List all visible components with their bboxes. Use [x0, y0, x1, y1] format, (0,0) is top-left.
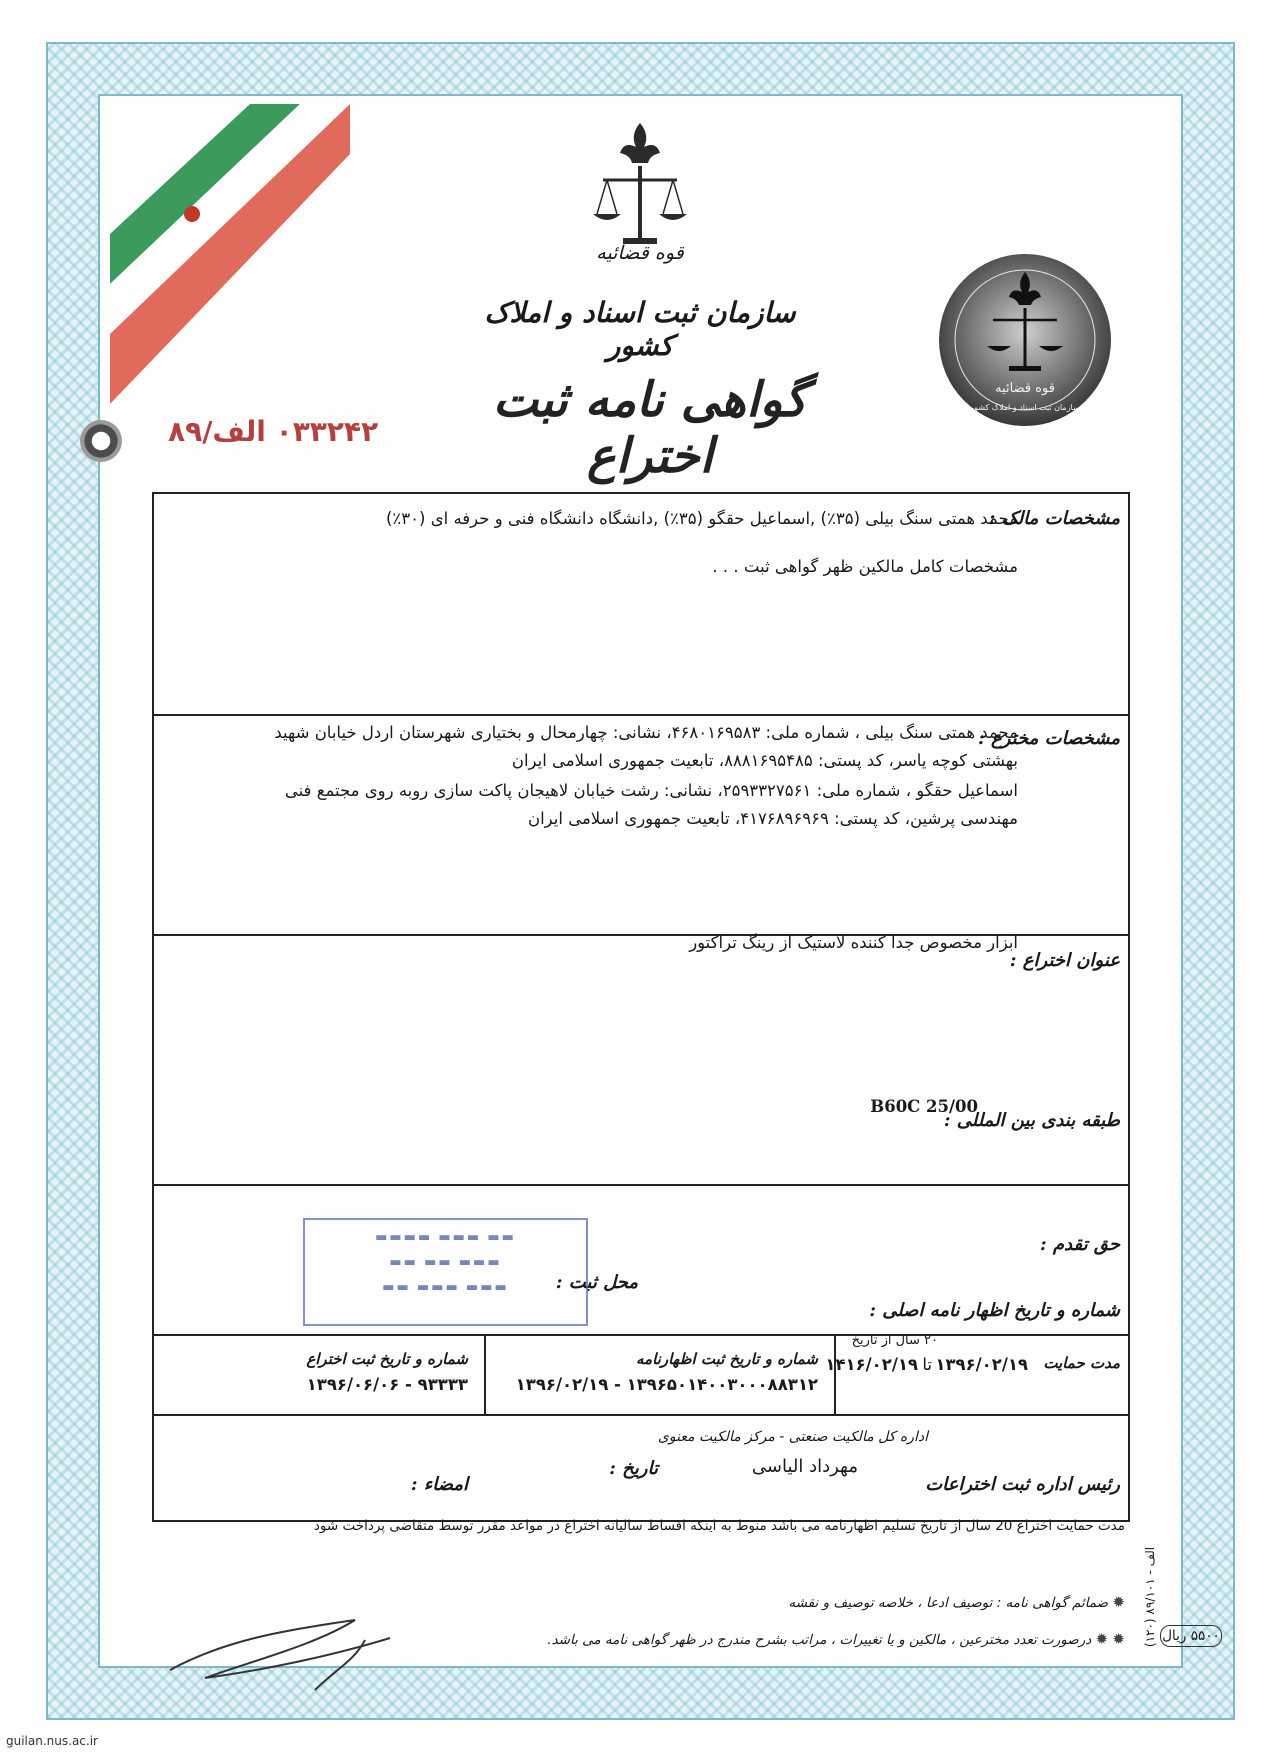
certificate-form — [152, 492, 1130, 1522]
inventor-line-4: مهندسی پرشین، کد پستی: ۴۱۷۶۸۹۶۹۶۹، تابعیت جمهوری اسلامی ایران — [527, 809, 1018, 828]
priority-label: حق تقدم : — [1039, 1234, 1120, 1255]
inventor-label: مشخصات مخترع : — [978, 728, 1120, 749]
cell-divider — [484, 1334, 486, 1414]
inventor-line-1: محمد همتی سنگ بیلی ، شماره ملی: ۴۶۸۰۱۶۹۵۸۳، نشانی: چهارمحال و بختیاری شهرستان اردل خیابان شهید — [274, 723, 1018, 742]
certificate-title: گواهی نامه ثبت اختراع — [492, 372, 808, 484]
stamp-text: ▬▬▬ ▬▬ ▬▬ — [389, 1255, 502, 1270]
judiciary-seal-icon — [935, 250, 1115, 430]
organization-title: سازمان ثبت اسناد و املاک کشور — [484, 296, 796, 362]
declaration-label: شماره و تاریخ اظهار نامه اصلی : — [869, 1300, 1120, 1321]
validity-to-label: تا — [922, 1355, 932, 1374]
inventors-note-row — [325, 1630, 1125, 1648]
star-bullet-icon: ✹ — [1112, 1630, 1125, 1648]
inventor-line-3: اسماعیل حقگو ، شماره ملی: ۲۵۹۳۳۲۷۵۶۱، نشانی: رشت خیابان لاهیجان پاکت سازی روبه روی مجتمع فنی — [284, 781, 1018, 800]
star-bullet-icon: ✹ — [1095, 1630, 1109, 1648]
invention-title-value: ابزار مخصوص جدا کننده لاستیک از رینگ تراکتور — [689, 933, 1018, 952]
site-watermark: guilan.nus.ac.ir — [0, 1728, 104, 1755]
inventors-note: درصورت تعدد مخترعین ، مالکین و یا تغییرات ، مراتب بشرح مندرج در ظهر گواهی نامه می باشد. — [547, 1632, 1092, 1648]
validity-caption: ۲۰ سال از تاریخ — [851, 1333, 938, 1348]
form-code: (۱۲۰) الف - ۸۹/۱۰۱ — [1143, 1546, 1158, 1648]
attachments-note-row — [325, 1593, 1125, 1611]
validity-to: ۱۴۱۶/۰۲/۱۹ — [825, 1355, 918, 1374]
stamp-text: ▬▬▬ ▬▬▬ ▬▬ — [382, 1280, 509, 1295]
price-badge: ۵۵۰۰ ریال — [1160, 1625, 1222, 1647]
office-name: اداره کل مالکیت صنعتی - مرکز مالکیت معنوی — [657, 1429, 928, 1445]
validity-label: مدت حمایت — [1043, 1354, 1120, 1372]
protection-note: مدت حمایت اختراع 20 سال از تاریخ تسلیم اظهارنامه می باشد منوط به اینکه اقساط سالیانه اختراع در مواعد مقرر توسط متقاضی پرداخت شود — [313, 1518, 1125, 1534]
classification-value: B60C 25/00 — [870, 1097, 978, 1116]
declaration-registration-label: شماره و تاریخ ثبت اظهارنامه — [636, 1350, 818, 1368]
divider — [154, 1334, 1128, 1336]
stamp-text: ▬▬ ▬▬▬ ▬▬▬▬ — [375, 1230, 516, 1245]
classification-label: طبقه بندی بین المللی : — [943, 1110, 1120, 1131]
date-label: تاریخ : — [609, 1458, 658, 1479]
patent-registration-value: ۹۳۳۳۳ - ۱۳۹۶/۰۶/۰۶ — [306, 1375, 468, 1394]
seal-top-text: قوه قضائیه — [995, 381, 1055, 396]
flag-ribbon-icon — [110, 104, 350, 404]
validity-from: ۱۳۹۶/۰۲/۱۹ — [935, 1355, 1028, 1374]
registration-stamp — [303, 1218, 588, 1326]
attachments-note: ضمائم گواهی نامه : توصیف ادعا ، خلاصه توصیف و نقشه — [788, 1595, 1109, 1611]
invention-title-label: عنوان اختراع : — [1009, 950, 1120, 971]
star-bullet-icon: ✹ — [1112, 1593, 1125, 1611]
signature-label: امضاء : — [410, 1474, 468, 1495]
head-title: رئیس اداره ثبت اختراعات — [925, 1474, 1120, 1495]
scales-emblem-icon — [585, 118, 695, 258]
patent-registration-label: شماره و تاریخ ثبت اختراع — [306, 1350, 468, 1368]
declaration-registration-value: ۱۳۹۶۵۰۱۴۰۰۳۰۰۰۸۸۳۱۲ - ۱۳۹۶/۰۲/۱۹ — [515, 1375, 818, 1394]
owner-line-1: محمد همتی سنگ بیلی (۳۵٪) ,اسماعیل حقگو (۳۵٪) ,دانشگاه دانشگاه فنی و حرفه ای (۳۰٪) — [385, 509, 1018, 528]
judiciary-label: قوه قضائیه — [596, 242, 684, 264]
owner-label: مشخصات مالک : — [988, 508, 1120, 529]
eyelet-icon — [80, 420, 122, 462]
head-name: مهرداد الیاسی — [751, 1456, 858, 1477]
handwritten-signature-icon — [165, 1600, 405, 1700]
owner-line-2: مشخصات کامل مالکین ظهر گواهی ثبت . . . — [712, 557, 1018, 576]
seal-bottom-text: سازمان ثبت اسناد و املاک کشور — [970, 403, 1080, 412]
divider — [154, 714, 1128, 716]
serial-number: ۰۳۳۲۴۲ الف/۸۹ — [168, 415, 379, 448]
divider — [154, 1414, 1128, 1416]
divider — [154, 1184, 1128, 1186]
inventor-line-2: بهشتی کوچه یاسر، کد پستی: ۸۸۸۱۶۹۵۴۸۵، تابعیت جمهوری اسلامی ایران — [511, 751, 1018, 770]
filing-place-label: محل ثبت : — [555, 1272, 638, 1293]
